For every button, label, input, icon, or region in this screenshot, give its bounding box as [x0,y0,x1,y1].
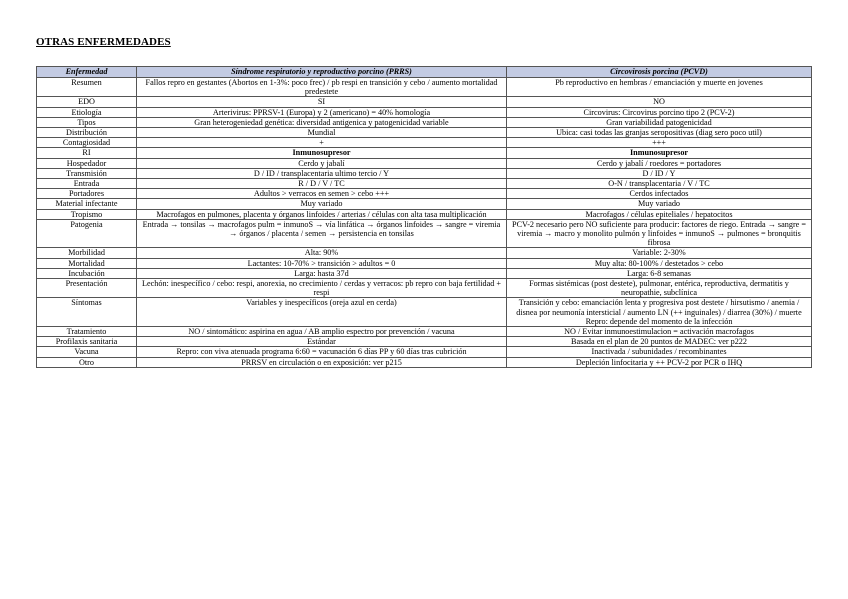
cell-pcvd: Depleción linfocitaria y ++ PCV-2 por PCR o IHQ [507,357,812,367]
cell-prrs: Entrada → tonsilas → macrofagos pulm = inmunoS → vía linfática → órganos linfoides → sangre = viremia → órganos / placenta / semen → persistencia en tonsilas [137,219,507,248]
row-label: Contagiosidad [37,138,137,148]
table-row [37,158,812,168]
header-prrs: Síndrome respiratorio y reproductivo porcino (PRRS) [137,67,507,78]
table-row [37,209,812,219]
cell-prrs: Variables y inespecíficos (oreja azul en cerda) [137,298,507,327]
page-title: OTRAS ENFERMEDADES [36,36,171,48]
table-row [37,268,812,278]
cell-prrs: Macrofagos en pulmones, placenta y órganos linfoides / arterias / células con alta tasa multiplicación [137,209,507,219]
table-row [37,107,812,117]
row-label: Hospedador [37,158,137,168]
table-row [37,337,812,347]
cell-prrs: Estándar [137,337,507,347]
table-row [37,219,812,248]
cell-pcvd: Variable: 2-30% [507,248,812,258]
row-label: Presentación [37,279,137,298]
row-label: Tropismo [37,209,137,219]
cell-pcvd: Muy variado [507,199,812,209]
cell-pcvd: Larga: 6-8 semanas [507,268,812,278]
cell-pcvd: Formas sistémicas (post destete), pulmonar, entérica, reproductiva, dermatitis y neuropathie, subclínica [507,279,812,298]
cell-pcvd: Inactivada / subunidades / recombinantes [507,347,812,357]
cell-prrs: Lechón: inespecífico / cebo: respi, anorexia, no crecimiento / cerdas y verracos: pb repro con baja fertilidad + respi [137,279,507,298]
cell-pcvd: Transición y cebo: emanciación lenta y progresiva post destete / hirsutismo / anemia / disnea por neumonía intersticial / aumento LN (++ inguinales) / diarrea (30%) / muerte Repro: depende del momento de la infección [507,298,812,327]
row-label: Morbilidad [37,248,137,258]
row-label: Material infectante [37,199,137,209]
cell-pcvd: O-N / transplacentaria / V / TC [507,179,812,189]
cell-pcvd: Circovirus: Circovirus porcino tipo 2 (PCV-2) [507,107,812,117]
cell-pcvd: NO / Evitar inmunoestimulacion = activación macrofagos [507,327,812,337]
cell-pcvd: PCV-2 necesario pero NO suficiente para producir: factores de riego. Entrada → sangre = viremia → macro y monolito pulmón y linfoides = inmunoS → pulmones = bronquitis fibrosa [507,219,812,248]
cell-prrs: R / D / V / TC [137,179,507,189]
cell-prrs: Muy variado [137,199,507,209]
cell-prrs: NO / sintomático: aspirina en agua / AB amplio espectro por prevención / vacuna [137,327,507,337]
table-row [37,357,812,367]
row-label: Transmisión [37,168,137,178]
row-label: Vacuna [37,347,137,357]
cell-prrs: Fallos repro en gestantes (Abortos en 1-3%: poco frec) / pb respi en transición y cebo / aumento mortalidad predestete [137,78,507,97]
cell-prrs: D / ID / transplacentaria ultimo tercio / Y [137,168,507,178]
cell-prrs: Repro: con viva atenuada programa 6:60 = vacunación 6 días PP y 60 días tras cubrición [137,347,507,357]
table-row [37,117,812,127]
table-row [37,258,812,268]
row-label: Profilaxis sanitaria [37,337,137,347]
row-label: Distribución [37,128,137,138]
row-label: Síntomas [37,298,137,327]
cell-pcvd: Pb reproductivo en hembras / emanciación y muerte en jovenes [507,78,812,97]
table-row [37,199,812,209]
cell-prrs: SI [137,97,507,107]
table-row [37,279,812,298]
row-label: Patogenia [37,219,137,248]
table-row [37,128,812,138]
cell-prrs: Mundial [137,128,507,138]
row-label: Etiología [37,107,137,117]
table-row [37,298,812,327]
row-label: Incubación [37,268,137,278]
cell-prrs: Gran heterogeniedad genética: diversidad antigenica y patogenicidad variable [137,117,507,127]
cell-pcvd: NO [507,97,812,107]
table-row [37,248,812,258]
disease-table [36,66,812,368]
cell-pcvd: Gran variabilidad patogenicidad [507,117,812,127]
header-pcvd: Circovirosis porcina (PCVD) [507,67,812,78]
cell-prrs: Lactantes: 10-70% > transición > adultos = 0 [137,258,507,268]
cell-pcvd: Muy alta: 80-100% / destetados > cebo [507,258,812,268]
cell-pcvd: Macrofagos / células epiteliales / hepatocitos [507,209,812,219]
row-label: Otro [37,357,137,367]
cell-pcvd: +++ [507,138,812,148]
table-row [37,97,812,107]
table-row [37,179,812,189]
table-row [37,78,812,97]
row-label: Tratamiento [37,327,137,337]
cell-pcvd: D / ID / Y [507,168,812,178]
cell-prrs: Adultos > verracos en semen > cebo +++ [137,189,507,199]
row-label: RI [37,148,137,158]
row-label: Mortalidad [37,258,137,268]
cell-pcvd: Inmunosupresor [507,148,812,158]
cell-pcvd: Basada en el plan de 20 puntos de MADEC: ver p222 [507,337,812,347]
cell-prrs: Cerdo y jabalí [137,158,507,168]
table-row [37,327,812,337]
cell-prrs: PRRSV en circulación o en exposición: ver p215 [137,357,507,367]
cell-prrs: Larga: hasta 37d [137,268,507,278]
table-row [37,148,812,158]
table-header-row [37,67,812,78]
row-label: Tipos [37,117,137,127]
table-row [37,138,812,148]
cell-prrs: Alta: 90% [137,248,507,258]
cell-pcvd: Cerdo y jabalí / roedores = portadores [507,158,812,168]
row-label: Portadores [37,189,137,199]
cell-pcvd: Cerdos infectados [507,189,812,199]
header-enfermedad: Enfermedad [37,67,137,78]
table-row [37,347,812,357]
cell-pcvd: Ubica: casi todas las granjas seropositivas (diag sero poco util) [507,128,812,138]
row-label: Resumen [37,78,137,97]
cell-prrs: Inmunosupresor [137,148,507,158]
row-label: EDO [37,97,137,107]
row-label: Entrada [37,179,137,189]
table-row [37,189,812,199]
cell-prrs: + [137,138,507,148]
cell-prrs: Arterivirus: PPRSV-1 (Europa) y 2 (americano) = 40% homología [137,107,507,117]
table-row [37,168,812,178]
